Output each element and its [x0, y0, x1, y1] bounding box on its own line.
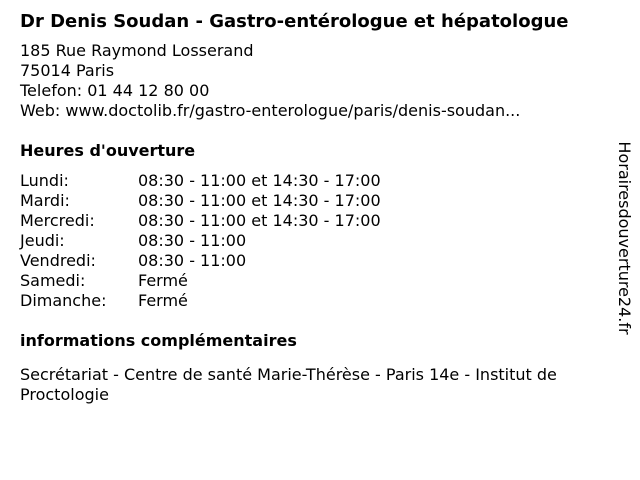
hours-time-value: Fermé	[138, 271, 188, 290]
hours-time-value: 08:30 - 11:00	[138, 231, 247, 250]
hours-row-tuesday	[20, 191, 618, 211]
website-link[interactable]: Web: www.doctolib.fr/gastro-enterologue/paris/denis-soudan...	[20, 101, 521, 120]
hours-day-label: Mardi:	[20, 191, 70, 210]
hours-time-value: 08:30 - 11:00 et 14:30 - 17:00	[138, 171, 381, 190]
additional-info-heading: informations complémentaires	[20, 331, 297, 350]
hours-day-label: Dimanche:	[20, 291, 107, 310]
address-street: 185 Rue Raymond Losserand	[20, 41, 254, 60]
hours-time-value: Fermé	[138, 291, 188, 310]
hours-time-value: 08:30 - 11:00	[138, 251, 247, 270]
address-city: 75014 Paris	[20, 61, 115, 80]
hours-row-saturday	[20, 271, 618, 291]
doctor-card	[20, 10, 618, 405]
hours-day-label: Jeudi:	[20, 231, 65, 250]
opening-hours-heading: Heures d'ouverture	[20, 141, 196, 160]
hours-row-friday	[20, 251, 618, 271]
site-watermark: Horairesdouverture24.fr	[615, 141, 634, 335]
hours-row-thursday	[20, 231, 618, 251]
hours-day-label: Lundi:	[20, 171, 69, 190]
hours-time-value: 08:30 - 11:00 et 14:30 - 17:00	[138, 211, 381, 230]
hours-row-wednesday	[20, 211, 618, 231]
contact-block	[20, 41, 618, 121]
hours-row-monday	[20, 171, 618, 191]
hours-time-value: 08:30 - 11:00 et 14:30 - 17:00	[138, 191, 381, 210]
hours-day-label: Mercredi:	[20, 211, 95, 230]
hours-day-label: Vendredi:	[20, 251, 96, 270]
opening-hours-table	[20, 171, 618, 311]
phone-number: Telefon: 01 44 12 80 00	[20, 81, 210, 100]
page-title: Dr Denis Soudan - Gastro-entérologue et hépatologue	[20, 11, 569, 32]
hours-row-sunday	[20, 291, 618, 311]
additional-info-text: Secrétariat - Centre de santé Marie-Thérèse - Paris 14e - Institut de Proctologie	[20, 365, 557, 404]
hours-day-label: Samedi:	[20, 271, 86, 290]
